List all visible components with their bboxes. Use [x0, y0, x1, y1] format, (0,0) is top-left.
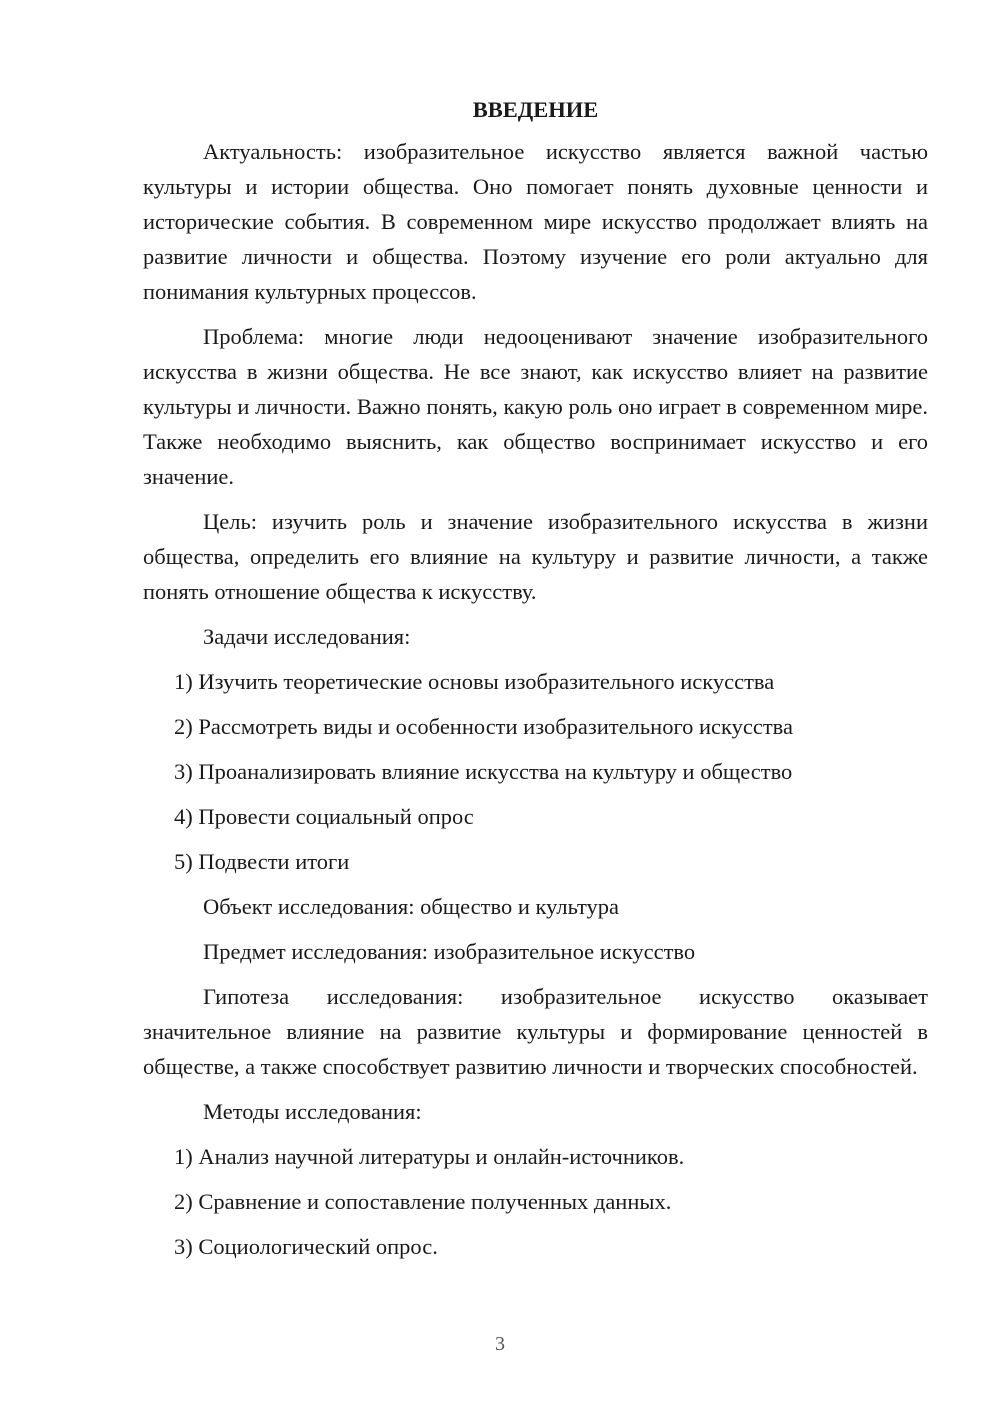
research-object: Объект исследования: общество и культура	[203, 894, 620, 919]
document-page	[143, 92, 928, 1274]
goal-paragraph: Цель: изучить роль и значение изобразительного искусства в жизни общества, определить его влияние на культуру и развитие личности, а также понять отношение общества к искусству.	[143, 509, 928, 604]
relevance-paragraph: Актуальность: изобразительное искусство является важной частью культуры и истории общества. Оно помогает понять духовные ценности и исторические события. В современном мире искусство продолжает влиять на развитие личности и общества. Поэтому изучение его роли актуально для понимания культурных процессов.	[143, 139, 928, 304]
list-item: 1) Изучить теоретические основы изобразительного искусства	[174, 669, 775, 694]
list-item: 2) Рассмотреть виды и особенности изобразительного искусства	[174, 714, 793, 739]
research-subject: Предмет исследования: изобразительное искусство	[203, 939, 696, 964]
section-title: ВВЕДЕНИЕ	[472, 97, 599, 122]
page-number: 3	[495, 1333, 505, 1355]
list-item: 2) Сравнение и сопоставление полученных данных.	[174, 1189, 672, 1214]
methods-heading: Методы исследования:	[203, 1099, 422, 1124]
methods-list	[143, 1139, 928, 1264]
list-item: 4) Провести социальный опрос	[174, 804, 474, 829]
tasks-heading: Задачи исследования:	[203, 624, 411, 649]
hypothesis-paragraph: Гипотеза исследования: изобразительное искусство оказывает значительное влияние на развитие культуры и формирование ценностей в обществе, а также способствует развитию личности и творческих способностей.	[143, 984, 928, 1079]
list-item: 1) Анализ научной литературы и онлайн-источников.	[174, 1144, 685, 1169]
list-item: 3) Проанализировать влияние искусства на культуру и общество	[174, 759, 793, 784]
list-item: 5) Подвести итоги	[174, 849, 350, 874]
tasks-list	[143, 664, 928, 879]
list-item: 3) Социологический опрос.	[174, 1234, 438, 1259]
problem-paragraph: Проблема: многие люди недооценивают значение изобразительного искусства в жизни общества. Не все знают, как искусство влияет на развитие культуры и личности. Важно понять, какую роль оно играет в современном мире. Также необходимо выяснить, как общество воспринимает искусство и его значение.	[143, 324, 928, 489]
